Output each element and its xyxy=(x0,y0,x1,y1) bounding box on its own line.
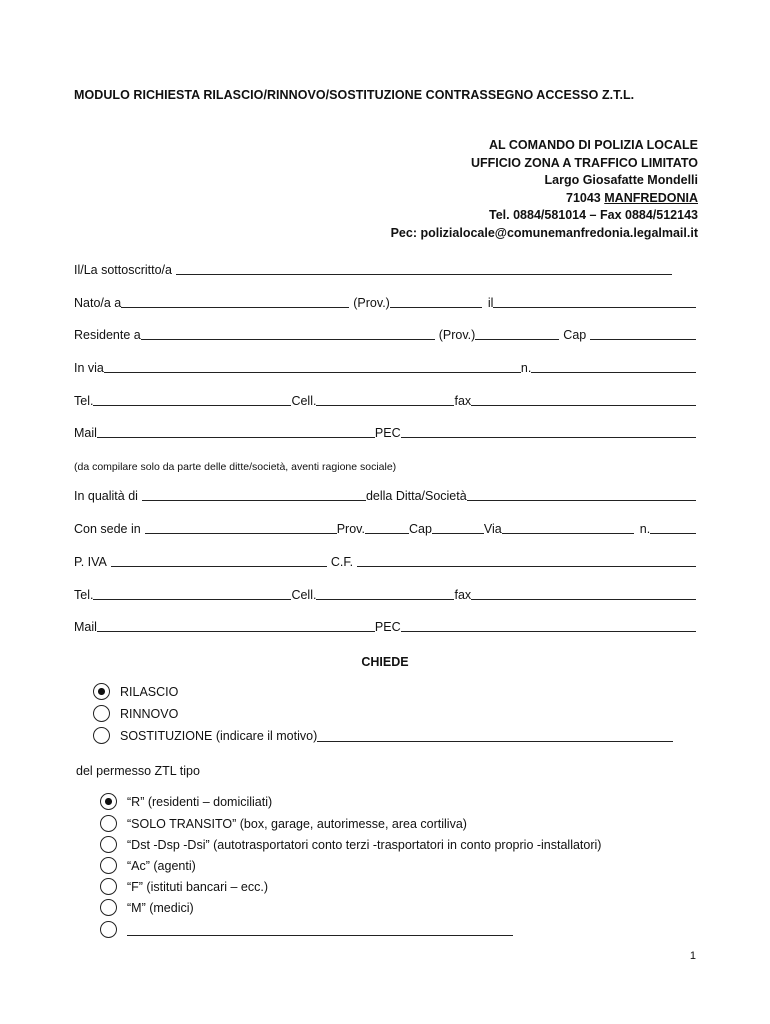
label-res-prov: (Prov.) xyxy=(438,328,476,342)
company-mail-input-line[interactable] xyxy=(97,631,375,632)
seat-cap-input-line[interactable] xyxy=(432,533,484,534)
field-row-sede xyxy=(74,522,696,536)
label-prov: (Prov.) xyxy=(353,296,390,310)
fax-input-line[interactable] xyxy=(471,405,696,406)
label-sede-n: n. xyxy=(639,522,651,536)
field-row-tel xyxy=(74,394,696,408)
option-label: “Dst -Dsp -Dsi” (autotrasportatori conto terzi -trasportatori in conto proprio -installatori) xyxy=(127,837,602,852)
street-number-input-line[interactable] xyxy=(531,372,696,373)
field-row-mail xyxy=(74,426,696,440)
label-tel: Tel. xyxy=(74,394,94,408)
permit-type-label: del permesso ZTL tipo xyxy=(76,764,200,778)
permit-option-m[interactable] xyxy=(100,899,194,916)
label-qualita: In qualità di xyxy=(74,489,138,503)
cap-input-line[interactable] xyxy=(590,339,696,340)
radio-checked-icon[interactable] xyxy=(100,793,117,810)
label-pec: PEC xyxy=(374,426,401,440)
chiede-heading: CHIEDE xyxy=(361,655,409,669)
permit-option-dst[interactable] xyxy=(100,836,601,853)
residence-prov-input-line[interactable] xyxy=(475,339,559,340)
address-line-2: UFFICIO ZONA A TRAFFICO LIMITATO xyxy=(470,155,698,170)
label-cell: Cell. xyxy=(291,394,317,408)
radio-unchecked-icon[interactable] xyxy=(100,921,117,938)
company-fax-input-line[interactable] xyxy=(471,599,696,600)
reason-input-line[interactable] xyxy=(317,741,673,742)
label-cap: Cap xyxy=(563,328,587,342)
address-line-1: AL COMANDO DI POLIZIA LOCALE xyxy=(488,138,698,152)
label-residente: Residente a xyxy=(74,328,141,342)
label-ditta: della Ditta/Società xyxy=(365,489,467,503)
label-via: In via xyxy=(74,361,104,375)
address-city-line xyxy=(391,190,698,208)
address-city: MANFREDONIA xyxy=(604,190,698,205)
seat-prov-input-line[interactable] xyxy=(365,533,409,534)
company-tel-input-line[interactable] xyxy=(93,599,291,600)
option-label: “F” (istituti bancari – ecc.) xyxy=(127,879,269,894)
option-rilascio[interactable] xyxy=(93,683,178,700)
name-input-line[interactable] xyxy=(176,274,672,275)
option-label: “M” (medici) xyxy=(127,900,194,915)
company-note: (da compilare solo da parte delle ditte/società, aventi ragione sociale) xyxy=(74,461,397,473)
residence-input-line[interactable] xyxy=(141,339,435,340)
address-line-3: Largo Giosafatte Mondelli xyxy=(544,173,698,188)
birth-prov-input-line[interactable] xyxy=(390,307,482,308)
birthplace-input-line[interactable] xyxy=(121,307,349,308)
permit-option-r[interactable] xyxy=(100,793,272,810)
mail-input-line[interactable] xyxy=(97,437,375,438)
field-row-nato xyxy=(74,296,696,310)
seat-input-line[interactable] xyxy=(145,533,337,534)
label-company-cell: Cell. xyxy=(291,588,317,602)
permit-option-solo-transito[interactable] xyxy=(100,815,467,832)
label-fax: fax xyxy=(454,394,472,408)
field-row-company-mail xyxy=(74,620,696,634)
address-cap: 71043 xyxy=(566,190,601,205)
option-label: “R” (residenti – domiciliati) xyxy=(127,794,273,809)
radio-unchecked-icon[interactable] xyxy=(100,899,117,916)
permit-option-ac[interactable] xyxy=(100,857,196,874)
radio-unchecked-icon[interactable] xyxy=(100,857,117,874)
seat-street-input-line[interactable] xyxy=(502,533,634,534)
label-piva: P. IVA xyxy=(74,555,107,569)
role-input-line[interactable] xyxy=(142,500,366,501)
address-phone: Tel. 0884/581014 – Fax 0884/512143 xyxy=(489,208,698,223)
radio-unchecked-icon[interactable] xyxy=(100,878,117,895)
option-label: RINNOVO xyxy=(120,706,179,721)
label-sede: Con sede in xyxy=(74,522,141,536)
label-company-tel: Tel. xyxy=(74,588,94,602)
field-row-piva xyxy=(74,555,696,569)
page-number: 1 xyxy=(689,950,696,962)
company-input-line[interactable] xyxy=(467,500,696,501)
other-permit-input-line[interactable] xyxy=(127,935,513,936)
label-sede-via: Via xyxy=(483,522,502,536)
company-cell-input-line[interactable] xyxy=(316,599,454,600)
pec-input-line[interactable] xyxy=(401,437,696,438)
permit-option-other[interactable] xyxy=(100,921,513,938)
company-pec-input-line[interactable] xyxy=(401,631,696,632)
label-mail: Mail xyxy=(74,426,97,440)
radio-unchecked-icon[interactable] xyxy=(100,815,117,832)
label-sede-cap: Cap xyxy=(408,522,432,536)
option-sostituzione[interactable] xyxy=(93,727,673,744)
label-n: n. xyxy=(520,361,532,375)
label-cf: C.F. xyxy=(330,555,354,569)
option-rinnovo[interactable] xyxy=(93,705,178,722)
cell-input-line[interactable] xyxy=(316,405,454,406)
radio-unchecked-icon[interactable] xyxy=(93,705,110,722)
field-row-qualita xyxy=(74,489,696,503)
address-pec: Pec: polizialocale@comunemanfredonia.legalmail.it xyxy=(390,225,698,240)
field-row-company-tel xyxy=(74,588,696,602)
radio-unchecked-icon[interactable] xyxy=(93,727,110,744)
option-label: “Ac” (agenti) xyxy=(127,858,196,873)
street-input-line[interactable] xyxy=(104,372,521,373)
label-sottoscritto: Il/La sottoscritto/a xyxy=(74,263,172,277)
radio-checked-icon[interactable] xyxy=(93,683,110,700)
tel-input-line[interactable] xyxy=(93,405,291,406)
tax-code-input-line[interactable] xyxy=(357,566,696,567)
field-row-via xyxy=(74,361,696,375)
label-il: il xyxy=(487,296,494,310)
recipient-address xyxy=(391,137,698,243)
option-label: RILASCIO xyxy=(120,684,179,699)
permit-option-f[interactable] xyxy=(100,878,268,895)
label-nato: Nato/a a xyxy=(74,296,122,310)
radio-unchecked-icon[interactable] xyxy=(100,836,117,853)
label-sede-prov: Prov. xyxy=(336,522,365,536)
label-company-fax: fax xyxy=(454,588,472,602)
option-label: SOSTITUZIONE (indicare il motivo) xyxy=(120,728,318,743)
form-title: MODULO RICHIESTA RILASCIO/RINNOVO/SOSTITUZIONE CONTRASSEGNO ACCESSO Z.T.L. xyxy=(74,88,635,102)
field-row-sottoscritto xyxy=(74,263,696,277)
field-row-residente xyxy=(74,328,696,342)
option-label: “SOLO TRANSITO” (box, garage, autorimesse, area cortiliva) xyxy=(127,816,467,831)
birthdate-input-line[interactable] xyxy=(493,307,696,308)
label-company-pec: PEC xyxy=(374,620,401,634)
label-company-mail: Mail xyxy=(74,620,97,634)
vat-input-line[interactable] xyxy=(111,566,327,567)
seat-number-input-line[interactable] xyxy=(650,533,696,534)
